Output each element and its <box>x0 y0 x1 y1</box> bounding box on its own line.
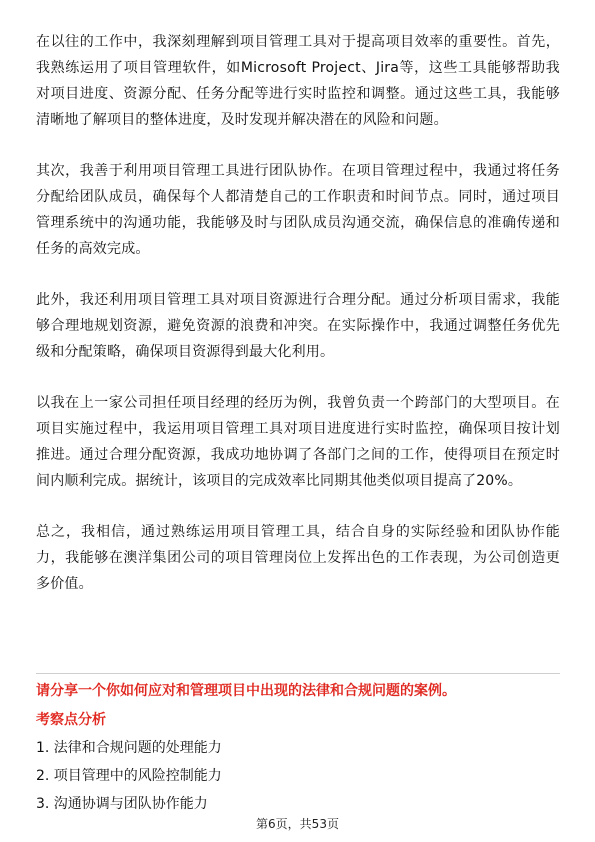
interview-question: 请分享一个你如何应对和管理项目中出现的法律和合规问题的案例。 <box>36 683 456 699</box>
analysis-point: 1. 法律和合规问题的处理能力 <box>36 740 222 756</box>
paragraph-example: 以我在上一家公司担任项目经理的经历为例，我曾负责一个跨部门的大型项目。在项目实施过程中，我运用项目管理工具对项目进度进行实时监控，确保项目按计划推进。通过合理分配资源，我成功地协调了各部门之间的工作，使得项目在预定时间内顺利完成。据统计，该项目的完成效率比同期其他类似项目提高了20%。 <box>36 395 560 489</box>
analysis-point: 3. 沟通协调与团队协作能力 <box>36 796 208 812</box>
analysis-points <box>36 734 560 818</box>
answer-body <box>36 29 560 597</box>
paragraph-team-collaboration: 其次，我善于利用项目管理工具进行团队协作。在项目管理过程中，我通过将任务分配给团队成员，确保每个人都清楚自己的工作职责和时间节点。同时，通过项目管理系统中的沟通功能，我能够及时与团队成员沟通交流，确保信息的准确传递和任务的高效完成。 <box>36 163 560 257</box>
paragraph-intro: 在以往的工作中，我深刻理解到项目管理工具对于提高项目效率的重要性。首先，我熟练运用了项目管理软件，如Microsoft Project、Jira等，这些工具能够帮助我对项目进度、资源分配、任务分配等进行实时监控和调整。通过这些工具，我能够清晰地了解项目的整体进度，及时发现并解决潜在的风险和问题。 <box>36 34 560 128</box>
page-number: 第6页，共53页 <box>256 817 339 831</box>
analysis-title: 考察点分析 <box>36 712 106 728</box>
paragraph-conclusion: 总之，我相信，通过熟练运用项目管理工具，结合自身的实际经验和团队协作能力，我能够在澳洋集团公司的项目管理岗位上发挥出色的工作表现，为公司创造更多价值。 <box>36 524 560 592</box>
section-divider <box>36 673 560 674</box>
analysis-point: 2. 项目管理中的风险控制能力 <box>36 768 222 784</box>
paragraph-resource-allocation: 此外，我还利用项目管理工具对项目资源进行合理分配。通过分析项目需求，我能够合理地规划资源，避免资源的浪费和冲突。在实际操作中，我通过调整任务优先级和分配策略，确保项目资源得到最大化利用。 <box>36 292 560 360</box>
